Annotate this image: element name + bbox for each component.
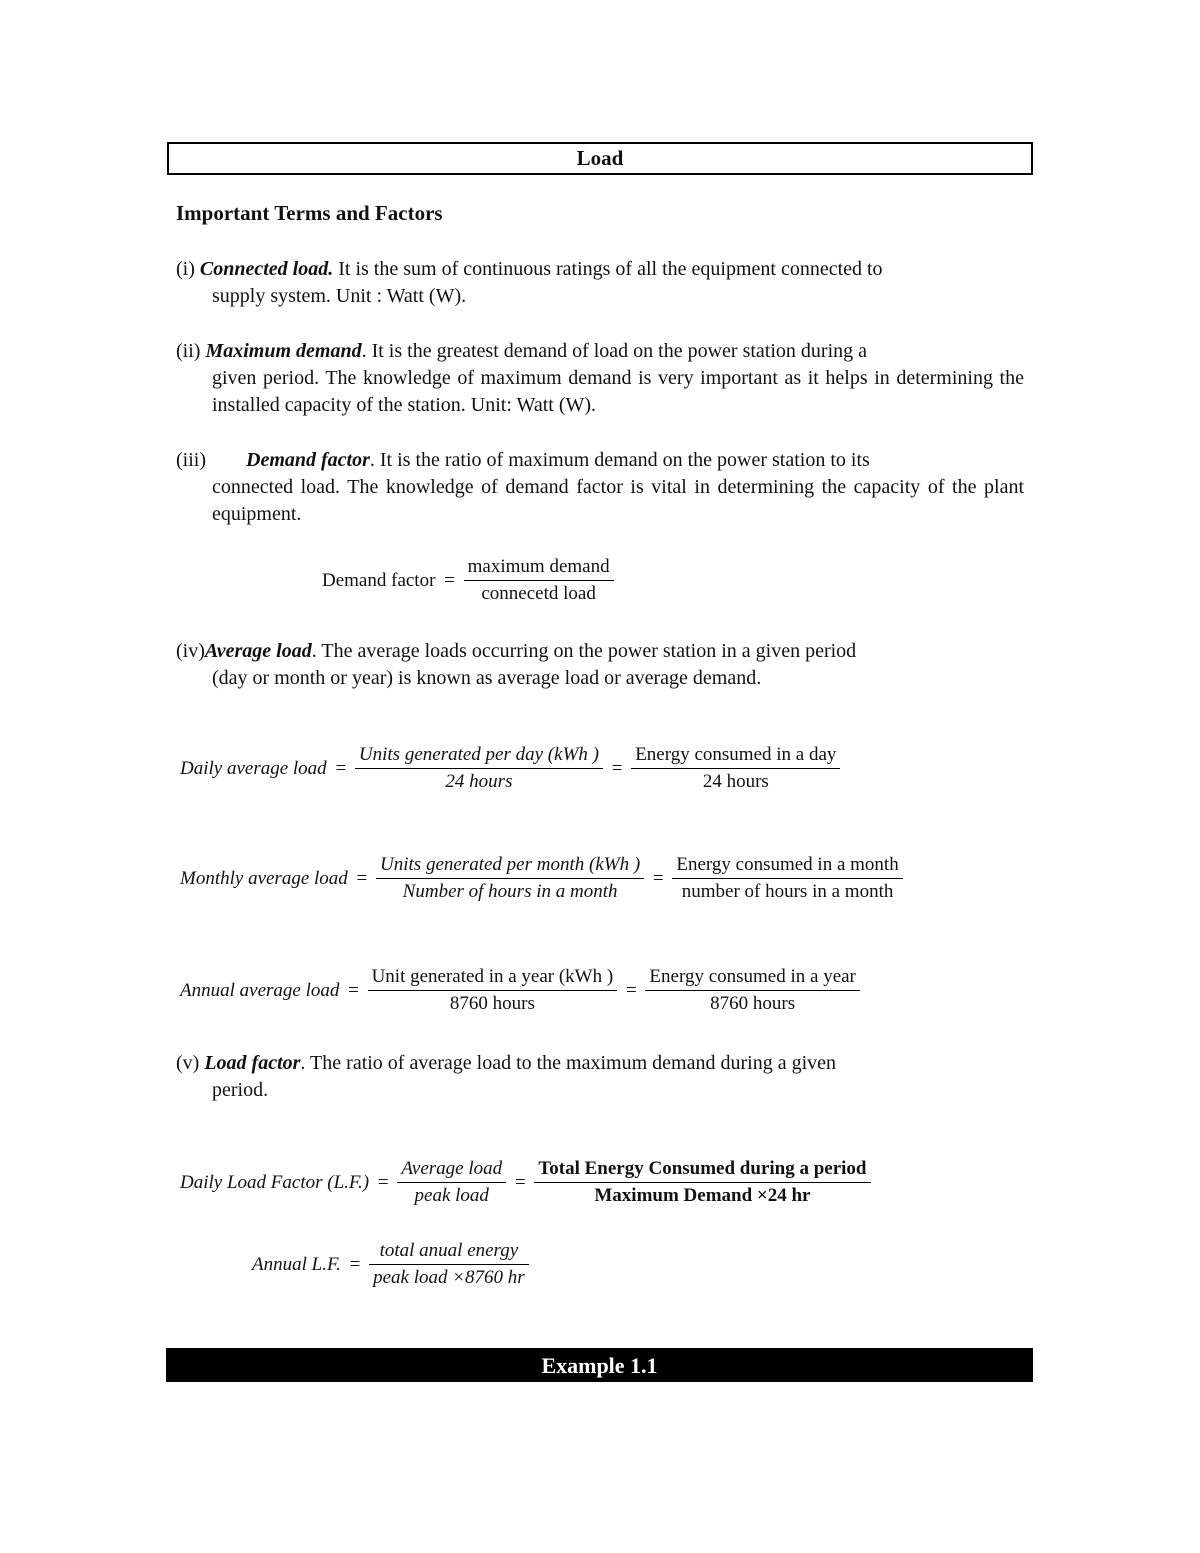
fraction-denominator: connecetd load [481,583,596,604]
item-number: (v) [176,1052,200,1074]
equation-daily-load-factor [180,1158,871,1207]
fraction [397,1158,506,1207]
item-number: (i) [176,258,195,280]
fraction-numerator: Total Energy Consumed during a period [534,1158,870,1183]
term-text: . The ratio of average load to the maximum demand during a given [300,1052,836,1074]
fraction-numerator: Units generated per month (kWh ) [376,854,644,879]
equation-monthly-average-load [180,854,903,903]
fraction [672,854,902,903]
fraction-numerator: Energy consumed in a month [672,854,902,879]
equals-sign: = [514,1171,526,1193]
fraction-denominator: 8760 hours [449,993,535,1014]
fraction-numerator: total anual energy [369,1240,529,1265]
term-name: Connected load. [199,258,334,280]
fraction-denominator: 8760 hours [710,993,796,1014]
fraction [645,966,859,1015]
term-text-continued: (day or month or year) is known as average load or average demand. [212,667,762,689]
equation-lhs: Daily Load Factor (L.F.) [180,1171,370,1193]
fraction-denominator: 24 hours [445,771,513,792]
fraction [369,1240,529,1289]
fraction-numerator: Energy consumed in a year [645,966,859,991]
term-text: It is the sum of continuous ratings of all the equipment connected to [338,258,883,280]
term-item-demand-factor [176,447,1024,528]
term-text-continued: period. [212,1079,269,1101]
example-heading-bar: Example 1.1 [166,1348,1033,1382]
term-text-continued: connected load. The knowledge of demand factor is vital in determining the capacity of the plant equipment. [212,476,1024,525]
fraction-numerator: Energy consumed in a day [631,744,840,769]
term-item-maximum-demand [176,338,1024,419]
fraction [631,744,840,793]
equation-annual-average-load [180,966,860,1015]
equals-sign: = [652,867,664,889]
equals-sign: = [625,979,637,1001]
term-name: Average load [204,640,312,662]
term-text: . The average loads occurring on the power station in a given period [311,640,857,662]
equals-sign: = [377,1171,389,1193]
term-item-average-load [176,638,1024,692]
term-text: . It is the greatest demand of load on the power station during a [361,340,867,362]
term-text-continued: given period. The knowledge of maximum demand is very important as it helps in determining the installed capacity of the station. Unit: Watt (W). [212,367,1024,416]
fraction-numerator: maximum demand [464,556,614,581]
equals-sign: = [349,1253,361,1275]
term-item-load-factor [176,1050,976,1104]
term-name: Load factor [204,1052,301,1074]
fraction-denominator: Maximum Demand ×24 hr [594,1185,811,1206]
fraction [464,556,614,605]
term-text-continued: supply system. Unit : Watt (W). [212,285,467,307]
term-item-connected-load [176,256,1024,310]
equals-sign: = [348,979,359,1001]
fraction [534,1158,870,1207]
fraction [355,744,603,793]
term-name: Maximum demand [205,340,362,362]
equation-lhs: Daily average load [180,757,327,779]
fraction-denominator: peak load [414,1185,489,1206]
equals-sign: = [335,757,347,779]
equation-daily-average-load [180,744,840,793]
subsection-heading: Important Terms and Factors [176,201,443,225]
fraction-denominator: 24 hours [702,771,769,792]
equals-sign: = [444,569,455,591]
equals-sign: = [611,757,623,779]
fraction-denominator: number of hours in a month [681,881,894,902]
equals-sign: = [356,867,368,889]
equation-lhs: Monthly average load [180,867,348,889]
term-name: Demand factor [246,449,370,471]
term-text: . It is the ratio of maximum demand on the power station to its [369,449,870,471]
equation-lhs: Annual L.F. [252,1253,341,1275]
fraction [368,966,618,1015]
equation-lhs: Demand factor [322,569,436,591]
section-title: Load [167,142,1033,175]
item-number: (iii) [176,449,206,471]
fraction-numerator: Average load [397,1158,506,1183]
equation-lhs: Annual average load [180,979,340,1001]
equation-demand-factor [322,556,614,605]
item-number: (iv) [176,640,205,662]
fraction-numerator: Units generated per day (kWh ) [355,744,603,769]
fraction-denominator: peak load ×8760 hr [373,1267,525,1288]
fraction [376,854,644,903]
item-number: (ii) [176,340,201,362]
fraction-denominator: Number of hours in a month [402,881,618,902]
equation-annual-load-factor [252,1240,529,1289]
fraction-numerator: Unit generated in a year (kWh ) [368,966,618,991]
